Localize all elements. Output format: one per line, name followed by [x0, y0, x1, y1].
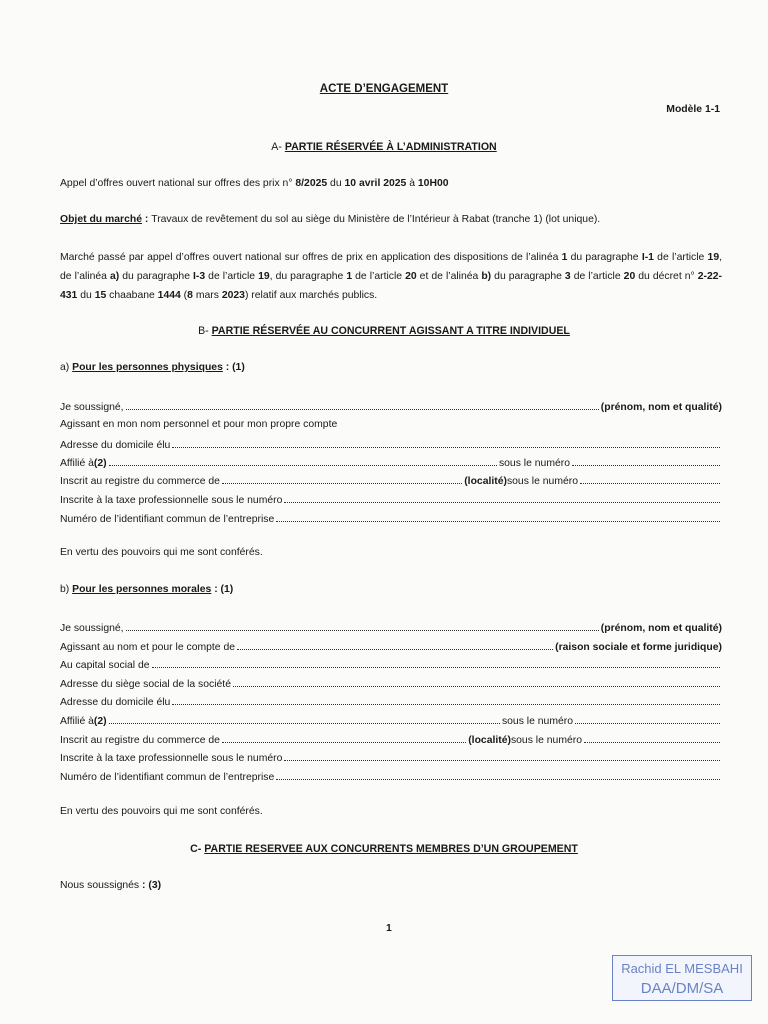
physiques-agissant-text: Agissant en mon nom personnel et pour mon propre compte [60, 419, 338, 430]
section-c-heading: C- PARTIE RESERVEE AUX CONCURRENTS MEMBRES D’UN GROUPEMENT [190, 843, 578, 855]
morales-registre-field[interactable]: Inscrit au registre du commerce de (localité) sous le numéro [60, 733, 722, 746]
morales-capital-field[interactable]: Au capital social de [60, 658, 722, 671]
morales-adresse-field[interactable]: Adresse du domicile élu [60, 695, 722, 708]
morales-siege-field[interactable]: Adresse du siège social de la société [60, 677, 722, 690]
modele-label: Modèle 1-1 [666, 104, 720, 115]
section-a-heading: A- PARTIE RÉSERVÉE À L’ADMINISTRATION [271, 141, 497, 153]
morales-taxe-field[interactable]: Inscrite à la taxe professionnelle sous le numéro [60, 751, 722, 764]
marche-paragraph: Marché passé par appel d’offres ouvert national sur offres de prix en application des dispositions de l’alinéa 1 du paragraphe I-1 de l’article 19, de l’alinéa a) du paragraphe I-3 de l’article 19, du paragraphe 1 de l’article 20 et de l’alinéa b) du paragraphe 3 de l’article 20 du décret n° 2-22-431 du 15 chaabane 1444 (8 mars 2023) relatif aux marchés publics. [60, 252, 722, 301]
physiques-registre-field[interactable]: Inscrit au registre du commerce de (localité) sous le numéro [60, 474, 722, 487]
morales-pouvoirs-text: En vertu des pouvoirs qui me sont conférés. [60, 806, 263, 817]
stamp-department: DAA/DM/SA [640, 980, 724, 997]
physiques-identifiant-field[interactable]: Numéro de l’identifiant commun de l’entreprise [60, 512, 722, 525]
morales-heading: b) Pour les personnes morales : (1) [60, 584, 234, 595]
section-b-heading: B- PARTIE RÉSERVÉE AU CONCURRENT AGISSANT A TITRE INDIVIDUEL [198, 325, 570, 337]
document-title: ACTE D’ENGAGEMENT [319, 83, 449, 95]
nous-soussignes-text: Nous soussignés : (3) [60, 880, 162, 891]
physiques-affilie-field[interactable]: Affilié à (2) sous le numéro [60, 456, 722, 469]
physiques-taxe-field[interactable]: Inscrite à la taxe professionnelle sous le numéro [60, 493, 722, 506]
physiques-je-soussigne-field[interactable]: Je soussigné, (prénom, nom et qualité) [60, 402, 722, 413]
physiques-pouvoirs-text: En vertu des pouvoirs qui me sont conférés. [60, 547, 263, 558]
signature-stamp [612, 955, 752, 1001]
morales-identifiant-field[interactable]: Numéro de l’identifiant commun de l’entreprise [60, 770, 722, 783]
appel-offres-line: Appel d’offres ouvert national sur offres des prix n° 8/2025 du 10 avril 2025 à 10H00 [60, 178, 449, 189]
physiques-heading: a) Pour les personnes physiques : (1) [60, 362, 245, 373]
morales-je-soussigne-field[interactable]: Je soussigné, (prénom, nom et qualité) [60, 623, 722, 634]
physiques-adresse-field[interactable]: Adresse du domicile élu [60, 438, 722, 451]
stamp-name: Rachid EL MESBAHI [621, 961, 743, 976]
morales-affilie-field[interactable]: Affilié à (2) sous le numéro [60, 714, 722, 727]
objet-du-marche: Objet du marché : Travaux de revêtement du sol au siège du Ministère de l’Intérieur à Rabat (tranche 1) (lot unique). [60, 214, 601, 225]
page-number: 1 [386, 923, 392, 934]
morales-agissant-field[interactable]: Agissant au nom et pour le compte de (raison sociale et forme juridique) [60, 642, 722, 653]
